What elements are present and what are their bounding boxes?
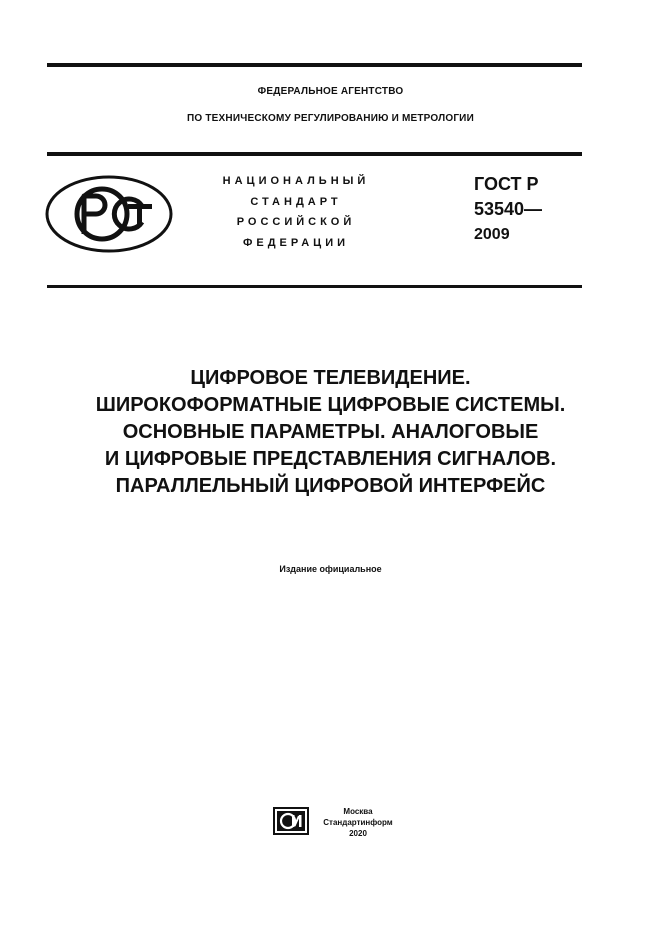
national-standard-line: ФЕДЕРАЦИИ <box>242 236 350 249</box>
title-line: ЦИФРОВОЕ ТЕЛЕВИДЕНИЕ. <box>190 367 471 389</box>
national-standard-line: СТАНДАРТ <box>250 195 342 208</box>
title-line: ОСНОВНЫЕ ПАРАМЕТРЫ. АНАЛОГОВЫЕ <box>122 421 539 443</box>
agency-name-line2: ПО ТЕХНИЧЕСКОМУ РЕГУЛИРОВАНИЮ И МЕТРОЛОГИИ <box>187 113 474 124</box>
title-line: ШИРОКОФОРМАТНЫЕ ЦИФРОВЫЕ СИСТЕМЫ. <box>95 394 566 416</box>
national-standard-line: НАЦИОНАЛЬНЫЙ <box>222 175 370 187</box>
title-line: И ЦИФРОВЫЕ ПРЕДСТАВЛЕНИЯ СИГНАЛОВ. <box>104 448 557 470</box>
agency-name-line1: ФЕДЕРАЛЬНОЕ АГЕНТСТВО <box>257 86 404 97</box>
designation-line1: ГОСТ Р <box>474 174 539 194</box>
document-title <box>0 365 661 500</box>
title-divider <box>47 285 582 288</box>
publisher-city: Москва <box>343 807 373 816</box>
standartinform-logo-icon <box>273 807 309 835</box>
edition-note: Издание официальное <box>279 564 382 574</box>
top-divider <box>47 63 582 67</box>
national-standard-line: РОССИЙСКОЙ <box>236 216 356 228</box>
publisher-name: Стандартинформ <box>323 818 393 827</box>
title-line: ПАРАЛЛЕЛЬНЫЙ ЦИФРОВОЙ ИНТЕРФЕЙС <box>115 475 546 497</box>
header-divider <box>47 152 582 156</box>
designation-line2: 53540— <box>474 199 543 219</box>
publisher-imprint <box>318 806 398 839</box>
designation-line3: 2009 <box>474 226 510 243</box>
standard-designation <box>474 172 542 247</box>
gost-rst-emblem-icon <box>44 174 174 254</box>
publication-year: 2020 <box>349 829 367 838</box>
national-standard-label <box>196 171 396 253</box>
